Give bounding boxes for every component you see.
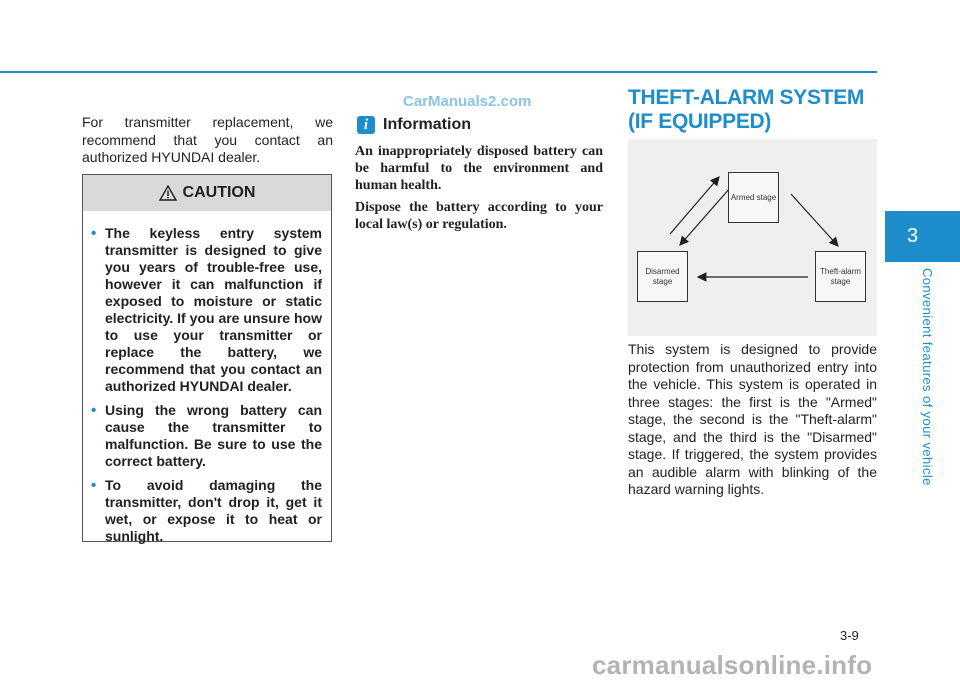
information-header [357,116,471,134]
stage-arrows [628,139,877,336]
chapter-number: 3 [906,225,919,247]
theft-alarm-stage-box: Theft-alarm stage [815,251,866,302]
system-description: This system is designed to provide protection from unauthorized entry into the vehicle. This system is operated in three stages: the first is the "Armed" stage, the second is the "Theft-alarm" stage, and the third is the "Disarmed" stage. If triggered, the system provides an audible alarm with blinking of the hazard warning lights. [628,341,877,497]
caution-header [83,175,331,211]
information-title: Information [383,116,471,133]
info-icon: i [357,116,375,134]
information-body [355,143,603,238]
warning-triangle-icon [159,185,177,201]
watermark-carmanuals2[interactable]: CarManuals2.com [403,93,532,110]
chapter-label: Convenient features of your vehicle [920,268,935,486]
information-paragraph: An inappropriately disposed battery can be harmful to the environment and human health. [355,144,603,193]
replacement-paragraph: For transmitter replacement, we recommend that you contact an authorized HYUNDAI dealer. [82,114,333,165]
arrow-armed-to-theft-alarm [791,194,838,246]
arrow-armed-to-disarmed [680,188,730,245]
caution-title: CAUTION [182,184,256,201]
armed-stage-box: Armed stage [728,172,779,223]
page-number: 3-9 [840,628,859,643]
section-title [628,86,864,134]
section-title-line1: THEFT-ALARM SYSTEM [628,86,865,109]
caution-item: • To avoid damaging the transmitter, don't drop it, get it wet, or expose it to heat or sunlight. [97,477,322,545]
caution-box [82,174,332,542]
caution-item: • The keyless entry system transmitter is designed to give you years of trouble-free use, however it can malfunction if exposed to moisture or static electricity. If you are unsure how to use your transmitter or replace the battery, we recommend that you contact an authorized HYUNDAI dealer. [97,225,322,395]
alarm-stage-diagram [628,139,877,336]
section-title-line2: (IF EQUIPPED) [628,110,772,133]
chapter-tab [885,211,960,262]
watermark-carmanualsonline[interactable]: carmanualsonline.info [592,650,873,680]
chapter-label-wrapper [919,268,939,498]
caution-item: • Using the wrong battery can cause the transmitter to malfunction. Be sure to use the correct battery. [97,402,322,470]
information-paragraph: Dispose the battery according to your local law(s) or regulation. [355,200,603,232]
caution-list [83,211,331,545]
top-rule [0,71,877,73]
arrow-disarmed-to-armed [670,177,719,234]
disarmed-stage-box: Disarmed stage [637,251,688,302]
